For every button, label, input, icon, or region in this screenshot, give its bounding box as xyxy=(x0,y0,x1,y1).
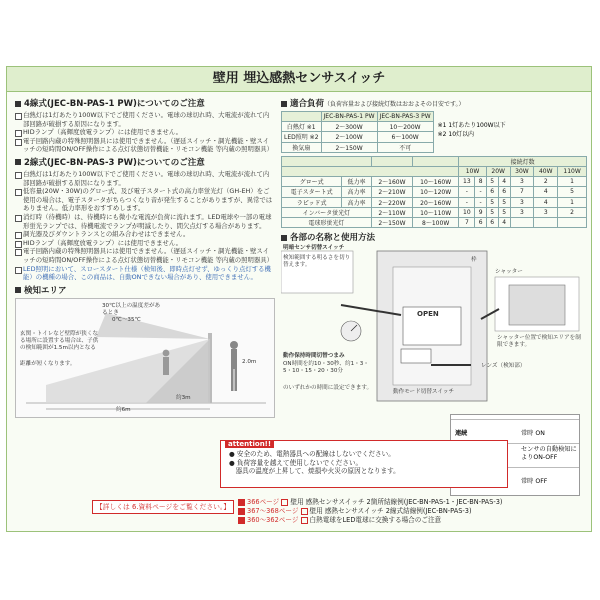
area-label-3m: 約3m xyxy=(176,394,191,401)
table-cell: 2～100W xyxy=(321,132,377,142)
table-cell: 6 xyxy=(498,187,510,197)
detection-area-diagram xyxy=(15,298,275,418)
table-cell: 4 xyxy=(534,197,558,207)
table-header: 30W xyxy=(510,166,534,176)
section-2wire-label: 2線式(JEC-BN-PAS-3 PW)についてのご注意 xyxy=(24,157,205,168)
table-cell: - xyxy=(475,197,486,207)
section-load-subtitle: （負荷容量および接続灯数はおおよその目安です。） xyxy=(324,101,465,108)
table-cell: 2～300W xyxy=(321,122,377,132)
table-cell: 20～160W xyxy=(413,197,459,207)
note-item: HIDランプ（高輝度放電ランプ）には使用できません。 xyxy=(15,239,275,248)
square-icon xyxy=(15,101,21,107)
table-cell: 換気扇 xyxy=(282,142,322,152)
section-area-title xyxy=(15,284,275,296)
table-cell: 3 xyxy=(534,207,558,217)
table-cell: 3 xyxy=(510,177,534,187)
table-cell: 4 xyxy=(498,177,510,187)
table-cell: 5 xyxy=(498,197,510,207)
table-cell: 3 xyxy=(510,197,534,207)
table-cell: 5 xyxy=(558,187,587,197)
table-cell: 不可 xyxy=(377,142,433,152)
table-row xyxy=(282,142,434,152)
table-cell: 5 xyxy=(486,197,498,207)
table-cell: 1 xyxy=(558,197,587,207)
table-cell: - xyxy=(459,197,475,207)
square-icon xyxy=(15,159,21,165)
table-cell: 5 xyxy=(486,207,498,217)
table-cell: 9 xyxy=(475,207,486,217)
section-4wire-title xyxy=(15,97,275,109)
table-header xyxy=(282,166,459,176)
section-parts-title xyxy=(281,231,589,243)
table-header: 110W xyxy=(558,166,587,176)
reference-text: 白熱電球をLED電球に交換する場合のご注意 xyxy=(309,516,442,524)
reference-page: 367～368ページ xyxy=(247,507,299,515)
mode-desc: 常時 ON xyxy=(521,430,545,437)
table-cell: 5 xyxy=(498,207,510,217)
left-column xyxy=(15,95,275,418)
square-icon xyxy=(281,101,287,107)
reference-page: 360～362ページ xyxy=(247,516,299,524)
table-row xyxy=(282,217,587,227)
table-cell: 13 xyxy=(459,177,475,187)
table-cell: 2～110W xyxy=(371,207,412,217)
reference-line[interactable] xyxy=(238,498,503,507)
table-cell: 2～160W xyxy=(371,177,412,187)
table-cell: 10～200W xyxy=(377,122,433,132)
table-cell: 6 xyxy=(475,217,486,227)
mode-desc: 常時 OFF xyxy=(521,478,548,485)
table-header: 接続灯数 xyxy=(459,156,587,166)
attention-line: ● 安全のため、電熱器具への配線はしないでください。 xyxy=(229,450,395,458)
area-label-distance-short: 距離が短くなります。 xyxy=(20,360,76,367)
parts-label-timer-desc: ON時間を約10・30秒、約1・3・5・10・15・20・30分 xyxy=(283,361,369,375)
table-cell: ラピッド式 xyxy=(282,197,342,207)
table-header xyxy=(282,156,372,166)
section-2wire-title xyxy=(15,156,275,168)
table-cell: 7 xyxy=(510,187,534,197)
table-cell: インバータ蛍光灯 xyxy=(282,207,372,217)
section-parts-label: 各部の名称と使用方法 xyxy=(290,233,376,244)
table-row xyxy=(282,197,587,207)
fluorescent-table xyxy=(281,156,587,228)
square-icon xyxy=(238,499,245,506)
section-4wire-notes xyxy=(15,111,275,154)
mode-desc: センサの自動検知によりON-OFF xyxy=(521,446,577,461)
square-icon xyxy=(281,499,288,506)
footer-refs xyxy=(6,496,592,532)
area-label-6m: 約6m xyxy=(116,406,131,413)
table-cell: 高力率 xyxy=(342,197,372,207)
table-cell: - xyxy=(475,187,486,197)
load-note: ※2 10灯以内 xyxy=(437,131,475,138)
table-cell: 電球形蛍光灯 xyxy=(282,217,372,227)
section-load-title xyxy=(281,97,589,109)
table-row xyxy=(282,132,434,142)
table-cell: 7 xyxy=(459,217,475,227)
table-cell: 2～210W xyxy=(371,187,412,197)
area-label-entrance: 玄関・トイレなど壁際が狭くなる場所に設置する場合は、子供の検知範囲が1.5m以内となる xyxy=(20,330,99,351)
parts-diagram xyxy=(281,245,587,413)
reference-badge: 【詳しくは 6.資料ページをご覧ください。】 xyxy=(92,500,234,514)
table-header xyxy=(413,156,459,166)
table-header: 40W xyxy=(534,166,558,176)
attention-tag: attention!! xyxy=(225,440,274,448)
table-header-row xyxy=(282,112,434,122)
table-header: JEC-BN-PAS-1 PW xyxy=(321,112,377,122)
table-cell: グロー式 xyxy=(282,177,342,187)
load-table xyxy=(281,111,434,153)
table-cell: 6～100W xyxy=(377,132,433,142)
table-cell: 1 xyxy=(558,177,587,187)
table-cell: 3 xyxy=(510,207,534,217)
reference-line[interactable] xyxy=(238,516,441,525)
table-header-row xyxy=(282,156,587,166)
area-label-temp-range: 0℃～35℃ xyxy=(112,316,141,323)
square-icon xyxy=(301,517,308,524)
table-cell: 2 xyxy=(534,177,558,187)
reference-line[interactable] xyxy=(238,507,472,516)
parts-label-frame: 枠 xyxy=(471,257,477,264)
table-cell xyxy=(510,217,534,227)
table-header: JEC-BN-PAS-3 PW xyxy=(377,112,433,122)
square-icon xyxy=(238,508,245,515)
table-cell: - xyxy=(459,187,475,197)
table-row xyxy=(282,122,434,132)
area-label-2m: 2.0m xyxy=(242,358,257,365)
table-cell: 5 xyxy=(486,177,498,187)
parts-label-open: OPEN xyxy=(417,310,439,319)
table-cell: 2～220W xyxy=(371,197,412,207)
note-item: 白熱灯は1灯あたり100W以下でご使用ください。電球の球切れ時、大電流が流れて内部回路が破損する原因になります。 xyxy=(15,170,275,187)
table-cell: 8 xyxy=(475,177,486,187)
attention-box xyxy=(220,440,508,488)
page-title: 壁用 埋込感熱センサスイッチ xyxy=(7,67,591,92)
note-item: 消灯時（待機時）は、待機時にも微小な電流が負荷に流れます。LED電球や一部の電球形蛍光ランプでは、待機電流でランプが明滅したり、間欠点灯する場合があります。 xyxy=(15,213,275,230)
square-icon xyxy=(281,235,287,241)
parts-label-light-desc: 検知範囲する明るさを切り替えます。 xyxy=(283,255,351,269)
table-cell: 2 xyxy=(558,207,587,217)
parts-label-timer-desc2: のいずれかの時間に設定できます。 xyxy=(283,385,373,392)
parts-label-shutter-desc: シャッター位置で検知エリアを制限できます。 xyxy=(497,335,581,349)
table-header xyxy=(282,112,322,122)
area-label-temp-diff: 30℃以上の温度差があるとき xyxy=(102,302,161,316)
mode-key: 連続 xyxy=(455,430,468,437)
note-item: 電子回路内蔵の特殊照明器具には使用できません。（遅延スイッチ・調光機能・壁スイッチの短時間ON/OFF操作による点灯状態切替機能・リモコン機能 等内蔵の照明器具） xyxy=(15,247,275,264)
right-column xyxy=(281,95,589,413)
section-area-label: 検知エリア xyxy=(24,285,67,296)
section-2wire-notes xyxy=(15,170,275,282)
table-cell: 電子スタート式 xyxy=(282,187,342,197)
section-4wire-label: 4線式(JEC-BN-PAS-1 PW)についてのご注意 xyxy=(24,99,205,109)
parts-label-light-switch: 明暗センサ切替スイッチ xyxy=(283,245,345,252)
reference-page: 366ページ xyxy=(247,498,280,506)
attention-line: ● 負荷容量を越えて使用しないでください。 xyxy=(229,458,363,467)
table-header xyxy=(371,156,412,166)
table-cell: 10～110W xyxy=(413,207,459,217)
square-icon xyxy=(238,517,245,524)
table-header: 10W xyxy=(459,166,487,176)
section-load-label: 適合負荷 xyxy=(290,99,325,109)
note-item: 低容量(20W・30W)のグロー式、及び電子スタート式の高力率蛍光灯（GH-EH）をご使用の場合は、電子スタータがちらつくなり音が発生することがありますが、異常ではありません。低力率形をおすすめします。 xyxy=(15,187,275,213)
table-cell: LED照明 ※2 xyxy=(282,132,322,142)
table-cell: 10 xyxy=(459,207,475,217)
parts-label-timer-knob: 動作保持時間切替つまみ xyxy=(283,353,345,360)
attention-line: 器具の温度が上昇して、焼損や火災の原因となります。 xyxy=(229,467,400,476)
table-cell: 10～160W xyxy=(413,177,459,187)
attention-text xyxy=(229,450,400,476)
note-item: 電子回路内蔵の特殊照明器具には使用できません。（遅延スイッチ・調光機能・壁スイッチの短時間ON/OFF操作による点灯状態切替機能・リモコン機能 等内蔵の照明器具） xyxy=(15,137,275,154)
note-item-led: LED照明において、スロースタート仕様（検知後、即時点灯せず、ゆっくり点灯する機能）の機種の場合、この商品は、自動ONできない場合があり、使用できません。 xyxy=(15,265,275,282)
load-note: ※1 1灯あたり100W以下 xyxy=(437,122,506,129)
reference-text: 壁用 感熱センサスイッチ 2線式結線例(JEC-BN-PAS-3) xyxy=(309,507,472,515)
table-cell: 4 xyxy=(534,187,558,197)
square-icon xyxy=(301,508,308,515)
table-row xyxy=(282,207,587,217)
table-cell xyxy=(534,217,558,227)
table-header-row xyxy=(282,166,587,176)
table-cell: 8～100W xyxy=(413,217,459,227)
table-cell: 10～120W xyxy=(413,187,459,197)
load-table-wrap xyxy=(281,111,589,153)
table-cell: 2～150W xyxy=(321,142,377,152)
parts-label-mode-switch: 動作モード切替スイッチ xyxy=(393,389,455,396)
table-cell: 2～150W xyxy=(371,217,412,227)
table-row xyxy=(282,177,587,187)
table-header: 20W xyxy=(486,166,510,176)
square-icon xyxy=(15,287,21,293)
parts-label-shutter: シャッター xyxy=(495,269,523,276)
reference-text: 壁用 感熱センサスイッチ 2箇所結線例(JEC-BN-PAS-1・JEC-BN-PAS-3) xyxy=(290,498,503,506)
table-cell: 6 xyxy=(486,187,498,197)
note-item: HIDランプ（高輝度放電ランプ）には使用できません。 xyxy=(15,128,275,137)
table-cell: 高力率 xyxy=(342,187,372,197)
load-notes xyxy=(438,121,506,153)
note-item: 白熱灯は1灯あたり100W以下でご使用ください。電球の球切れ時、大電流が流れて内部回路が破損する原因になります。 xyxy=(15,111,275,128)
table-row xyxy=(282,187,587,197)
table-cell: 6 xyxy=(486,217,498,227)
table-cell: 4 xyxy=(498,217,510,227)
table-cell: 低力率 xyxy=(342,177,372,187)
note-item: 調光器及びダウントランスとの組み合わせはできません。 xyxy=(15,230,275,239)
table-cell xyxy=(558,217,587,227)
parts-label-lens: レンズ（検知部） xyxy=(481,363,526,370)
table-cell: 白熱灯 ※1 xyxy=(282,122,322,132)
